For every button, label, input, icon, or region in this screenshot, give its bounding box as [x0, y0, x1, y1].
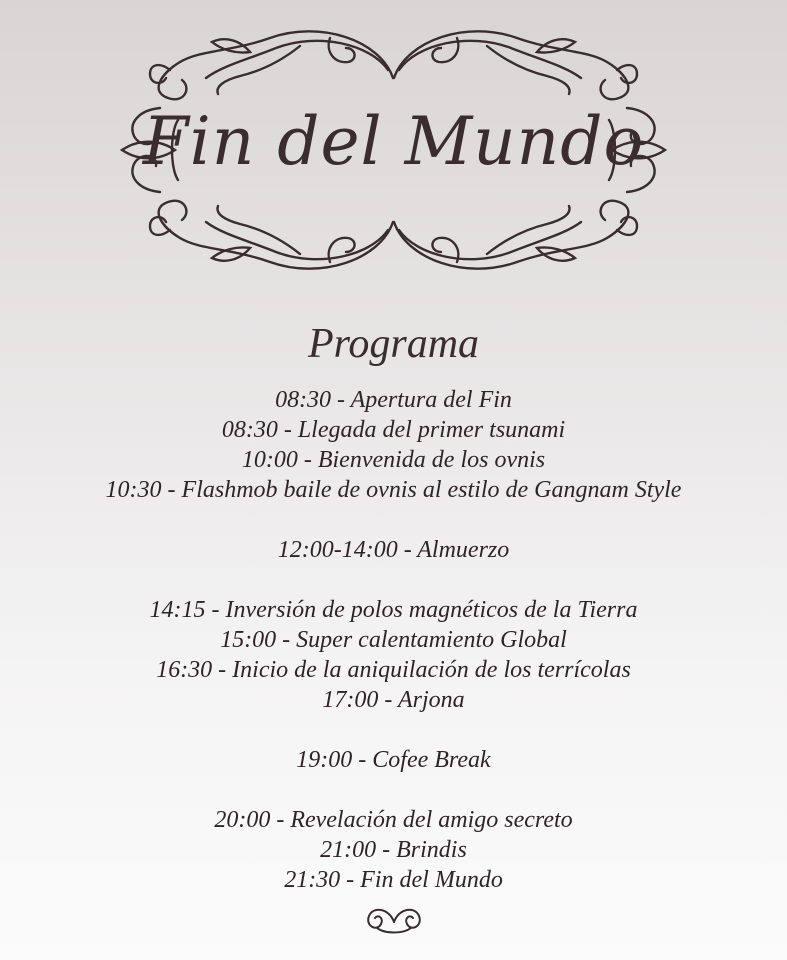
schedule-item: 14:15 - Inversión de polos magnéticos de la Tierra [149, 597, 638, 623]
schedule-item: 08:30 - Llegada del primer tsunami [221, 417, 566, 443]
schedule-list [0, 385, 787, 895]
schedule-group [0, 385, 787, 505]
schedule-item: 10:00 - Bienvenida de los ovnis [241, 447, 546, 473]
schedule-item: 20:00 - Revelación del amigo secreto [214, 807, 573, 833]
group-spacer [0, 565, 787, 595]
program-heading: Programa [307, 321, 480, 367]
group-spacer [0, 775, 787, 805]
schedule-group [0, 745, 787, 775]
schedule-item: 15:00 - Super calentamiento Global [220, 627, 567, 653]
schedule-group [0, 595, 787, 715]
schedule-item: 19:00 - Cofee Break [296, 747, 491, 773]
schedule-item: 21:00 - Brindis [320, 837, 467, 863]
schedule-group [0, 535, 787, 565]
schedule-item: 16:30 - Inicio de la aniquilación de los terrícolas [156, 657, 631, 683]
group-spacer [0, 715, 787, 745]
group-spacer [0, 505, 787, 535]
schedule-item: 21:30 - Fin del Mundo [284, 867, 503, 893]
schedule-group [0, 805, 787, 895]
schedule-item: 17:00 - Arjona [322, 687, 465, 713]
schedule-item: 08:30 - Apertura del Fin [275, 387, 512, 413]
schedule-item: 10:30 - Flashmob baile de ovnis al estilo de Gangnam Style [105, 477, 682, 503]
swirl-ornament-icon [363, 900, 425, 938]
schedule-item: 12:00-14:00 - Almuerzo [277, 537, 510, 563]
ornamental-frame [0, 0, 787, 300]
event-title: Fin del Mundo [142, 103, 645, 180]
